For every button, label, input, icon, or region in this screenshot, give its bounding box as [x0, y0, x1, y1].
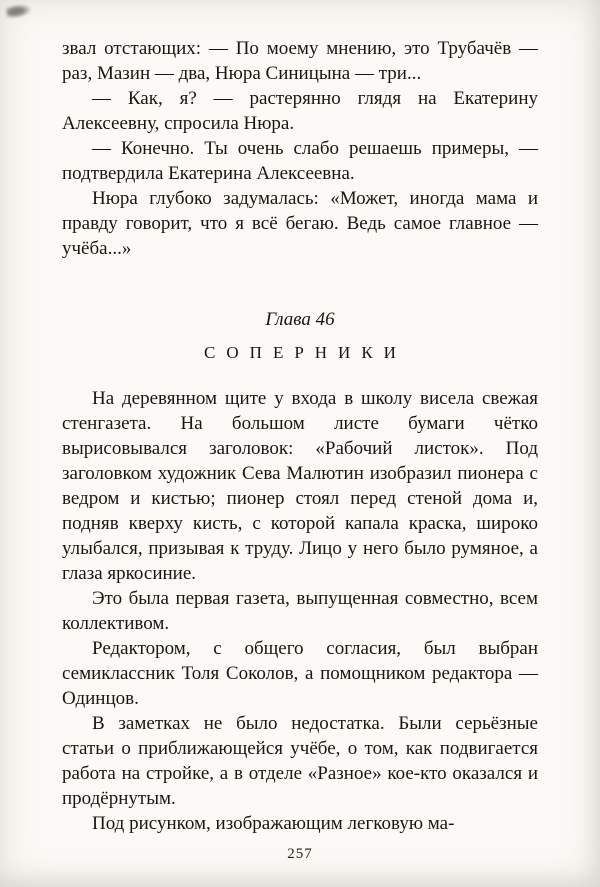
paragraph: На деревянном щите у входа в школу висела свежая стенгазета. На большом листе бумаги чётко вырисовывался заголовок: «Рабочий листок». Под заголовком художник Сева Малютин изобразил пионера с ведром и кистью; пионер стоял перед стеной дома и, подняв кверху кисть, с которой капала краска, широко улыбался, призывая к труду. Лицо у него было румяное, а глаза яркосиние. [62, 388, 538, 584]
paragraph: — Конечно. Ты очень слабо решаешь примеры, — подтвердила Екатерина Алексеевна. [62, 138, 538, 184]
paragraph: звал отстающих: — По моему мнению, это Трубачёв — раз, Мазин — два, Нюра Синицына — три... [62, 38, 538, 84]
paragraph: Это была первая газета, выпущенная совместно, всем коллективом. [62, 588, 538, 634]
page-text-block [62, 36, 538, 836]
paragraph: — Как, я? — растерянно глядя на Екатерину Алексеевну, спросила Нюра. [62, 88, 538, 134]
paragraph: Редактором, с общего согласия, был выбран семиклассник Толя Соколов, а помощником редактора — Одинцов. [62, 638, 538, 709]
chapter-label: Глава 46 [265, 309, 335, 330]
chapter-body-text [62, 386, 538, 836]
paragraph: Нюра глубоко задумалась: «Может, иногда мама и правду говорит, что я всё бегаю. Ведь самое главное — учёба...» [62, 188, 538, 259]
paragraph: В заметках не было недостатка. Были серьёзные статьи о приближающейся учёбе, о том, как подвигается работа на стройке, а в отделе «Разное» кое-кто оказался и продёрнутым. [62, 713, 538, 809]
scan-artifact [5, 2, 33, 19]
chapter-title: СОПЕРНИКИ [204, 343, 407, 362]
paragraph: Под рисунком, изображающим легковую ма- [92, 813, 455, 834]
page-top-text [62, 36, 538, 261]
page-number: 257 [287, 846, 313, 862]
